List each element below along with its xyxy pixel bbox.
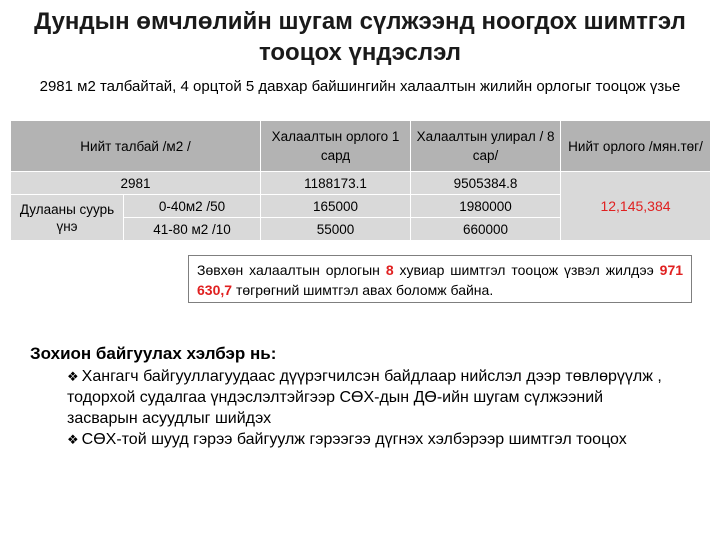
bullet-list <box>67 366 667 450</box>
cell-grand-total: 12,145,384 <box>561 172 711 241</box>
page-title: Дундын өмчлөлийн шугам сүлжээнд ноогдох шимтгэл тооцох үндэслэл <box>34 8 686 66</box>
diamond-bullet-icon: ❖ <box>67 369 79 384</box>
page-subtitle: 2981 м2 талбайтай, 4 орцтой 5 давхар байшингийн халаалтын жилийн орлогыг тооцож үзье <box>39 78 681 95</box>
header-area: Нийт талбай /м2 / <box>11 121 261 172</box>
diamond-bullet-icon: ❖ <box>67 432 79 447</box>
note-box <box>188 255 692 303</box>
header-season: Халаалтын улирал / 8 сар/ <box>411 121 561 172</box>
cell-range: 41-80 м2 /10 <box>124 218 261 241</box>
note-text-2: хувиар шимтгэл тооцож үзвэл жилдээ <box>399 262 654 278</box>
cell-season: 1980000 <box>411 195 561 218</box>
cell-price-label: Дулааны суурь үнэ <box>11 195 124 241</box>
note-amount: 971 630,7 <box>197 262 684 298</box>
table-row <box>11 172 711 195</box>
cell-season-total: 9505384.8 <box>411 172 561 195</box>
note-text-1: Зөвхөн халаалтын орлогын <box>197 262 380 278</box>
cell-range: 0-40м2 /50 <box>124 195 261 218</box>
cell-monthly: 55000 <box>261 218 411 241</box>
list-item: ❖ СӨХ-той шууд гэрээ байгуулж гэрээгээ дүгнэх хэлбэрээр шимтгэл тооцох <box>67 431 627 448</box>
section-heading: Зохион байгуулах хэлбэр нь: <box>30 344 277 363</box>
cell-monthly-total: 1188173.1 <box>261 172 411 195</box>
note-text-3: төгрөгний шимтгэл авах боломж байна. <box>235 282 494 298</box>
cell-monthly: 165000 <box>261 195 411 218</box>
cell-season: 660000 <box>411 218 561 241</box>
list-item: ❖ Хангагч байгууллагуудаас дүүрэгчилсэн байдлаар нийслэл дээр төвлөрүүлж , тодорхой судалгаа үндэслэлтэйгээр СӨХ-дын ДӨ-ийн шугам сүлжээний засварын асуудлыг шийдэх <box>67 368 662 427</box>
header-monthly: Халаалтын орлого 1 сард <box>261 121 411 172</box>
income-table <box>10 120 711 241</box>
table-header-row <box>11 121 711 172</box>
cell-area-total: 2981 <box>11 172 261 195</box>
header-total: Нийт орлого /мян.төг/ <box>561 121 711 172</box>
note-percent: 8 <box>385 262 394 278</box>
